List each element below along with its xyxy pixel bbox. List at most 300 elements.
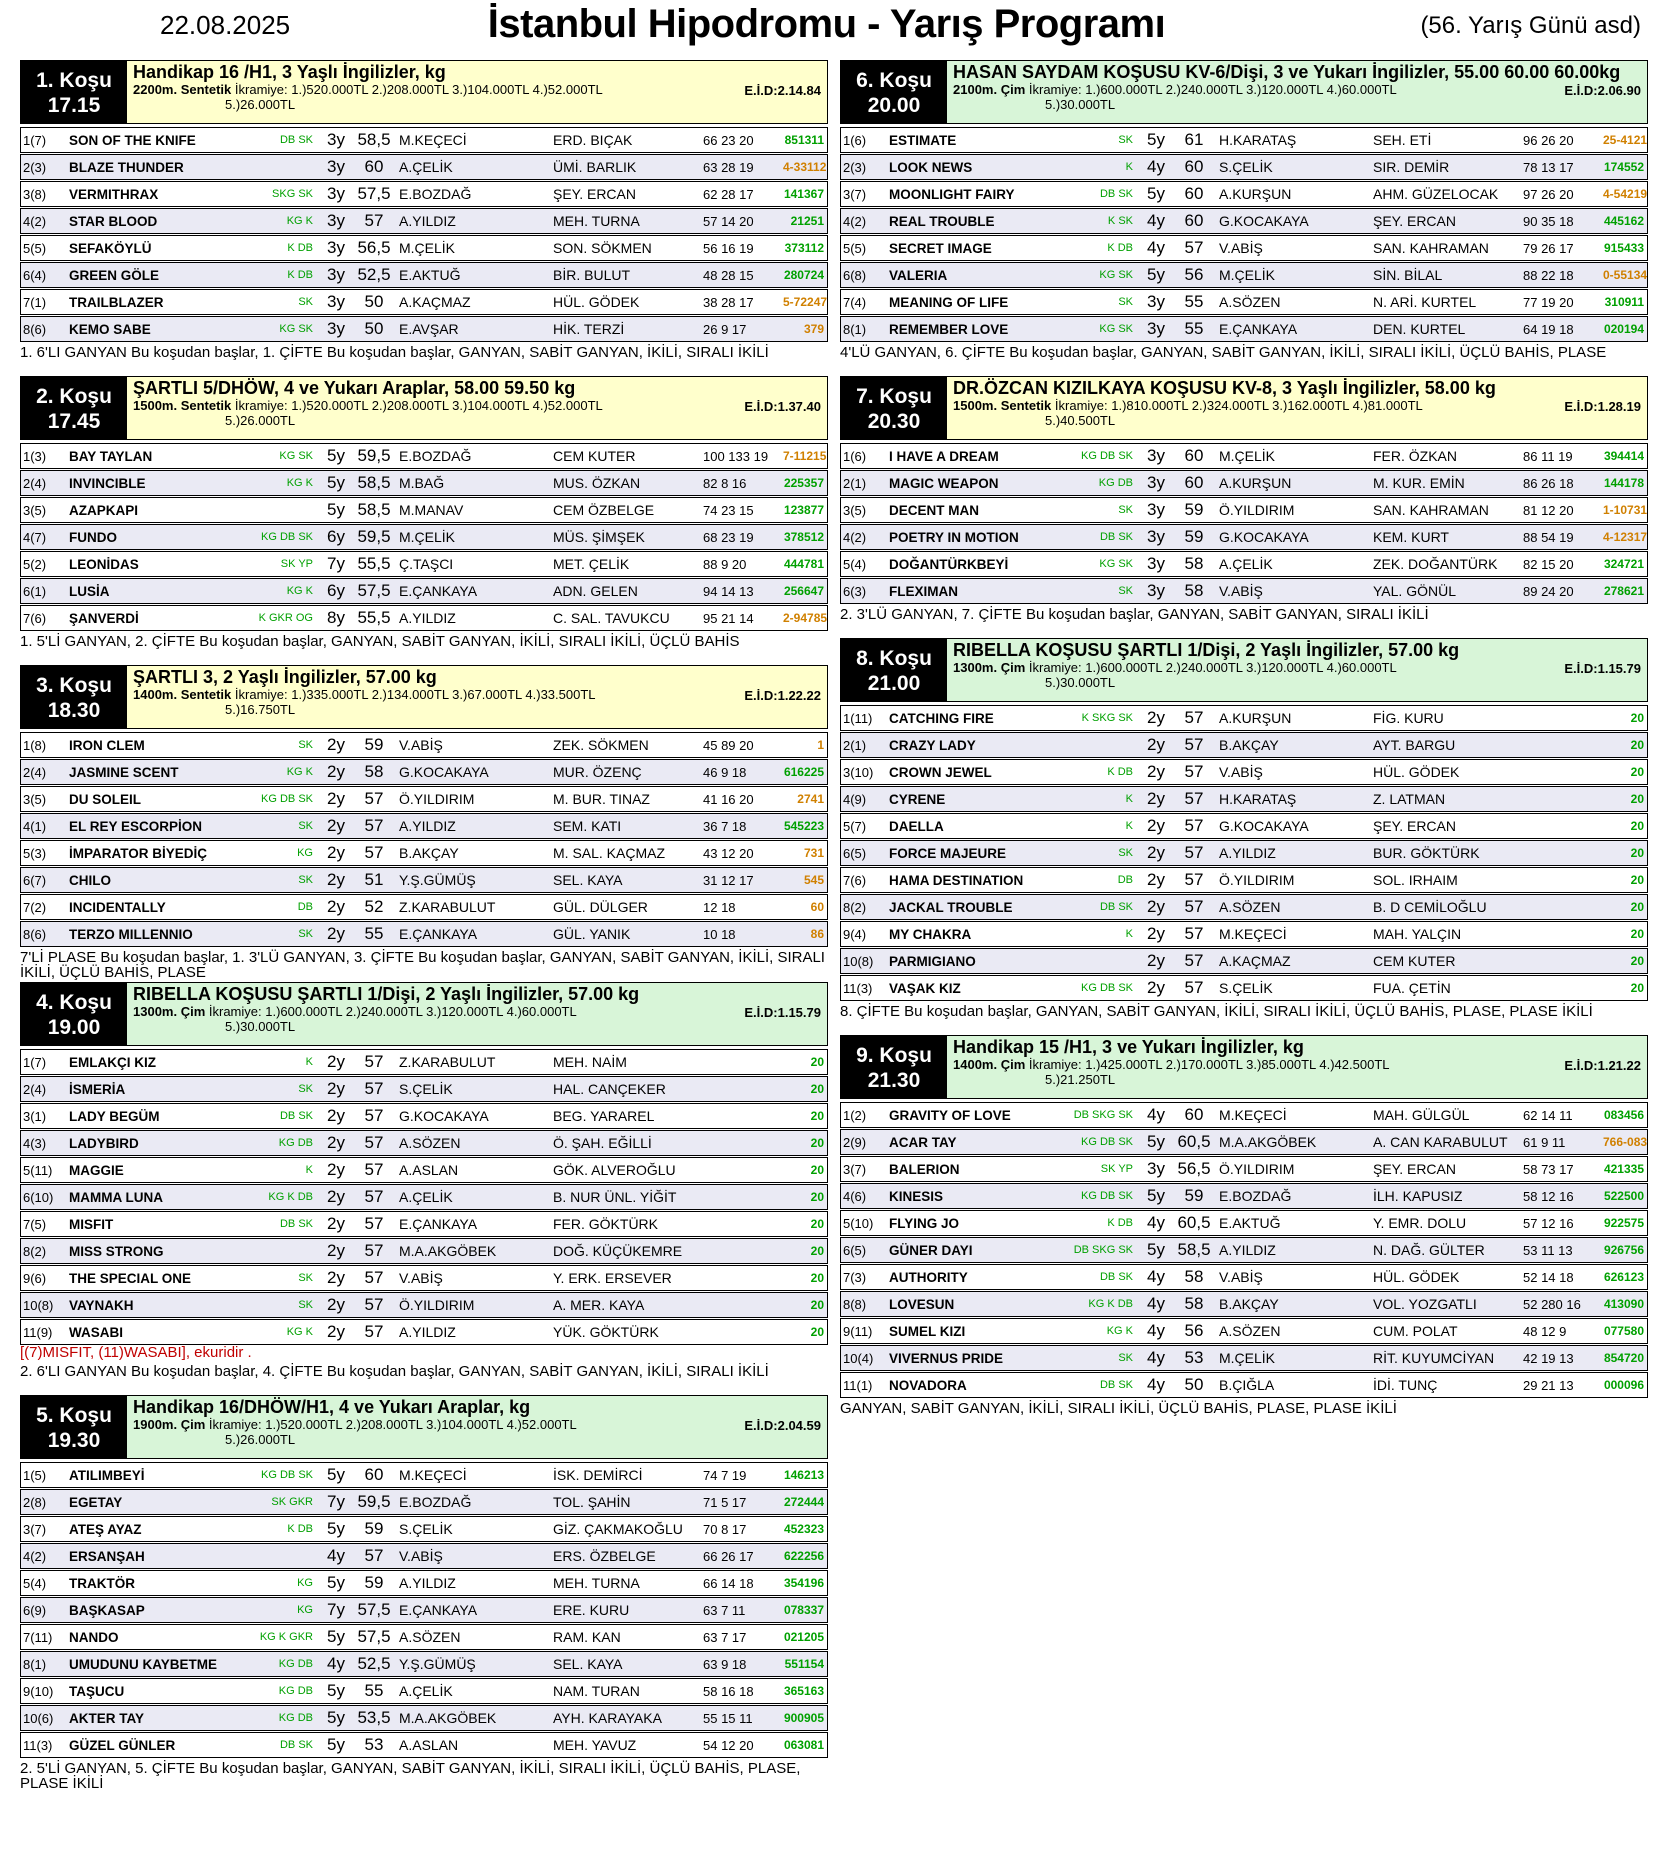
horse-name[interactable]: CHILO: [69, 872, 111, 888]
horse-age: 2y: [1147, 708, 1165, 727]
runner-number: 4(6): [843, 1188, 867, 1204]
table-row[interactable]: [840, 1183, 1648, 1209]
table-row[interactable]: [20, 154, 828, 180]
last-form: 922575: [1603, 1216, 1644, 1230]
horse-age: 5y: [1147, 265, 1165, 284]
table-row[interactable]: [20, 1705, 828, 1731]
stats: 57 12 16: [1523, 1215, 1574, 1231]
last-form: 25-4121: [1603, 133, 1648, 147]
horse-name[interactable]: MEANING OF LIFE: [889, 294, 1009, 310]
table-row[interactable]: [840, 813, 1648, 839]
horse-age: 2y: [327, 1133, 345, 1152]
table-row[interactable]: [20, 1184, 828, 1210]
horse-name[interactable]: UMUDUNU KAYBETME: [69, 1656, 218, 1672]
table-row[interactable]: [840, 840, 1648, 866]
weight: 55: [1184, 319, 1204, 338]
race-day-label: (56. Yarış Günü asd): [1420, 12, 1641, 39]
jockey: S.ÇELİK: [1219, 980, 1273, 996]
owner: SEL. KAYA: [553, 1656, 623, 1672]
horse-name[interactable]: VAYNAKH: [69, 1297, 134, 1313]
table-row[interactable]: [840, 1291, 1648, 1317]
horse-name[interactable]: İSMERİA: [69, 1081, 126, 1097]
horse-age: 2y: [1147, 951, 1165, 970]
stats: 82 8 16: [703, 475, 747, 491]
last-form: 272444: [783, 1495, 824, 1509]
table-row[interactable]: [20, 443, 828, 469]
race-block: [20, 665, 828, 982]
horse-name[interactable]: SON OF THE KNIFE: [69, 132, 196, 148]
last-form: 4-33112: [783, 160, 827, 174]
table-row[interactable]: [20, 1543, 828, 1569]
table-row[interactable]: [20, 1624, 828, 1650]
horse-age: 5y: [327, 1519, 345, 1538]
race-badge: [841, 639, 947, 701]
table-row[interactable]: [20, 813, 828, 839]
owner: ŞEY. ERCAN: [1373, 1161, 1456, 1177]
weight: 57: [364, 1268, 384, 1287]
horse-name[interactable]: FLEXIMAN: [889, 583, 958, 599]
race-distance: 1500m. Sentetik: [133, 398, 232, 413]
table-row[interactable]: [20, 1292, 828, 1318]
table-row[interactable]: [20, 1157, 828, 1183]
horse-name[interactable]: SEFAKÖYLÜ: [69, 240, 152, 256]
table-row[interactable]: [840, 262, 1648, 288]
owner: MÜS. ŞİMŞEK: [553, 529, 645, 545]
race-time: 21.00: [867, 672, 921, 695]
horse-name[interactable]: INCIDENTALLY: [69, 899, 166, 915]
table-row[interactable]: [20, 894, 828, 920]
equipment: KG DB SK: [1081, 1136, 1133, 1148]
runner-table: [20, 732, 828, 947]
equipment: SKG SK: [272, 188, 313, 200]
equipment: KG K: [1106, 1325, 1133, 1337]
horse-name[interactable]: ATEŞ AYAZ: [69, 1521, 142, 1537]
horse-name[interactable]: CRAZY LADY: [889, 737, 976, 753]
table-row[interactable]: [840, 759, 1648, 785]
jockey: E.AKTUĞ: [1219, 1215, 1281, 1231]
equipment: SK YP: [280, 558, 313, 570]
table-row[interactable]: [20, 316, 828, 342]
table-row[interactable]: [20, 181, 828, 207]
last-form: 077580: [1603, 1324, 1644, 1338]
table-row[interactable]: [840, 948, 1648, 974]
table-row[interactable]: [840, 732, 1648, 758]
table-row[interactable]: [20, 1076, 828, 1102]
table-row[interactable]: [20, 235, 828, 261]
horse-name[interactable]: GÜZEL GÜNLER: [69, 1737, 176, 1753]
horse-name[interactable]: GÜNER DAYI: [889, 1242, 973, 1258]
table-row[interactable]: [840, 316, 1648, 342]
horse-name[interactable]: LEONİDAS: [69, 556, 139, 572]
table-row[interactable]: [840, 443, 1648, 469]
owner: KEM. KURT: [1373, 529, 1449, 545]
horse-name[interactable]: REAL TROUBLE: [889, 213, 995, 229]
table-row[interactable]: [20, 1319, 828, 1345]
last-form: 616225: [783, 765, 824, 779]
horse-name[interactable]: WASABI: [69, 1324, 123, 1340]
horse-name[interactable]: ATILIMBEYİ: [69, 1467, 145, 1483]
runner-number: 9(6): [23, 1270, 47, 1286]
table-row[interactable]: [20, 1130, 828, 1156]
table-row[interactable]: [840, 1345, 1648, 1371]
table-row[interactable]: [840, 1156, 1648, 1182]
horse-name[interactable]: VALERIA: [889, 267, 948, 283]
owner: ÜMİ. BARLIK: [553, 159, 637, 175]
last-form: 900905: [783, 1711, 824, 1725]
table-row[interactable]: [20, 1516, 828, 1542]
horse-name[interactable]: AZAPKAPI: [69, 502, 139, 518]
horse-name[interactable]: KINESIS: [889, 1188, 944, 1204]
table-row[interactable]: [840, 1102, 1648, 1128]
horse-name[interactable]: ESTIMATE: [889, 132, 957, 148]
runner-number: 5(5): [843, 240, 867, 256]
race-header: [20, 665, 828, 729]
owner: FER. ÖZKAN: [1373, 448, 1458, 464]
table-row[interactable]: [20, 497, 828, 523]
stats: 71 5 17: [703, 1494, 747, 1510]
last-form: 354196: [783, 1576, 824, 1590]
race-name: Handikap 16 /H1, 3 Yaşlı İngilizler, kg: [133, 62, 446, 82]
table-row[interactable]: [20, 605, 828, 631]
table-row[interactable]: [840, 786, 1648, 812]
race-block: [20, 982, 828, 1395]
equipment: SK: [1118, 847, 1133, 859]
table-row[interactable]: [840, 235, 1648, 261]
horse-name[interactable]: CATCHING FIRE: [889, 710, 994, 726]
horse-name[interactable]: LUSİA: [69, 583, 110, 599]
horse-name[interactable]: MAGGIE: [69, 1162, 124, 1178]
race-distance: 1400m. Çim: [953, 1057, 1026, 1072]
owner: AHM. GÜZELOCAK: [1373, 186, 1499, 202]
table-row[interactable]: [20, 127, 828, 153]
race-block: [20, 1395, 828, 1793]
stats: 63 9 18: [703, 1656, 747, 1672]
race-prize-5: 5.)40.500TL: [1045, 413, 1116, 428]
horse-name[interactable]: BAY TAYLAN: [69, 448, 153, 464]
table-row[interactable]: [20, 1049, 828, 1075]
horse-name[interactable]: POETRY IN MOTION: [889, 529, 1019, 545]
stats: 96 26 20: [1523, 132, 1574, 148]
table-row[interactable]: [20, 208, 828, 234]
equipment: KG K: [286, 1326, 313, 1338]
horse-name[interactable]: EMLAKÇI KIZ: [69, 1054, 156, 1070]
jockey: A.KURŞUN: [1219, 475, 1292, 491]
owner: HÜL. GÖDEK: [553, 294, 640, 310]
horse-name[interactable]: AKTER TAY: [69, 1710, 145, 1726]
jockey: Ç.TAŞCI: [399, 556, 454, 572]
runner-number: 9(11): [843, 1323, 873, 1339]
table-row[interactable]: [20, 289, 828, 315]
jockey: E.AVŞAR: [399, 321, 459, 337]
last-form: 452323: [783, 1522, 824, 1536]
horse-name[interactable]: MISS STRONG: [69, 1243, 164, 1259]
equipment: K: [1125, 793, 1133, 805]
stats: 66 14 18: [703, 1575, 754, 1591]
jockey: M.KEÇECİ: [399, 132, 467, 148]
runner-number: 1(2): [843, 1107, 867, 1123]
table-row[interactable]: [840, 1318, 1648, 1344]
horse-name[interactable]: KEMO SABE: [69, 321, 151, 337]
jockey: B.ÇIĞLA: [1219, 1377, 1275, 1393]
horse-name[interactable]: CROWN JEWEL: [889, 764, 992, 780]
weight: 58,5: [357, 130, 391, 149]
horse-age: 3y: [327, 211, 345, 230]
horse-age: 2y: [327, 1322, 345, 1341]
table-row[interactable]: [840, 1210, 1648, 1236]
runner-number: 7(1): [23, 294, 47, 310]
table-row[interactable]: [840, 289, 1648, 315]
race-record: E.İ.D:2.04.59: [744, 1418, 821, 1433]
table-row[interactable]: [20, 524, 828, 550]
horse-name[interactable]: FLYING JO: [889, 1215, 960, 1231]
table-row[interactable]: [840, 578, 1648, 604]
weight: 60: [1184, 446, 1204, 465]
stats: 45 89 20: [703, 737, 754, 753]
horse-name[interactable]: İMPARATOR BİYEDİÇ: [69, 845, 208, 861]
table-row[interactable]: [840, 1237, 1648, 1263]
table-row[interactable]: [840, 127, 1648, 153]
horse-name[interactable]: JACKAL TROUBLE: [889, 899, 1013, 915]
table-row[interactable]: [20, 1265, 828, 1291]
table-row[interactable]: [20, 1732, 828, 1758]
horse-name[interactable]: BAŞKASAP: [69, 1602, 145, 1618]
horse-name[interactable]: ERSANŞAH: [69, 1548, 145, 1564]
horse-name[interactable]: GREEN GÖLE: [69, 267, 160, 283]
race-badge: [841, 1036, 947, 1098]
horse-name[interactable]: DAELLA: [889, 818, 944, 834]
jockey: G.KOCAKAYA: [1219, 529, 1309, 545]
horse-name[interactable]: MY CHAKRA: [889, 926, 972, 942]
horse-name[interactable]: LOVESUN: [889, 1296, 955, 1312]
table-row[interactable]: [20, 1462, 828, 1488]
race-prize: İkramiye: 1.)810.000TL 2.)324.000TL 3.)162.000TL 4.)81.000TL: [1054, 398, 1423, 413]
horse-name[interactable]: THE SPECIAL ONE: [69, 1270, 192, 1286]
owner: ZEK. DOĞANTÜRK: [1373, 556, 1498, 572]
horse-name[interactable]: TERZO MILLENNIO: [69, 926, 193, 942]
horse-name[interactable]: HAMA DESTINATION: [889, 872, 1024, 888]
jockey: M.A.AKGÖBEK: [1219, 1134, 1317, 1150]
horse-name[interactable]: MAGIC WEAPON: [889, 475, 999, 491]
table-row[interactable]: [20, 1211, 828, 1237]
table-row[interactable]: [20, 921, 828, 947]
horse-age: 2y: [327, 789, 345, 808]
race-name: ŞARTLI 3, 2 Yaşlı İngilizler, 57.00 kg: [133, 667, 437, 687]
equipment: K DB: [1107, 766, 1133, 778]
horse-name[interactable]: LADY BEGÜM: [69, 1108, 160, 1124]
horse-name[interactable]: BLAZE THUNDER: [69, 159, 184, 175]
horse-name[interactable]: IRON CLEM: [69, 737, 145, 753]
equipment: DB SKG SK: [1073, 1109, 1133, 1121]
last-form: 20: [1630, 792, 1644, 806]
table-row[interactable]: [20, 786, 828, 812]
jockey: A.YILDIZ: [1219, 845, 1276, 861]
equipment: K DB: [287, 242, 313, 254]
horse-name[interactable]: NOVADORA: [889, 1377, 967, 1393]
horse-name[interactable]: FUNDO: [69, 529, 117, 545]
runner-number: 1(11): [843, 710, 873, 726]
horse-name[interactable]: STAR BLOOD: [69, 213, 158, 229]
horse-name[interactable]: AUTHORITY: [889, 1269, 968, 1285]
table-row[interactable]: [20, 262, 828, 288]
table-row[interactable]: [840, 497, 1648, 523]
horse-name[interactable]: CYRENE: [889, 791, 946, 807]
horse-name[interactable]: SUMEL KIZI: [889, 1323, 966, 1339]
last-form: 551154: [784, 1657, 824, 1671]
horse-name[interactable]: SECRET IMAGE: [889, 240, 992, 256]
stats: 74 7 19: [703, 1467, 747, 1483]
horse-name[interactable]: MISFIT: [69, 1216, 114, 1232]
runner-number: 4(2): [23, 1548, 47, 1564]
weight: 57: [364, 1241, 384, 1260]
horse-name[interactable]: INVINCIBLE: [69, 475, 146, 491]
table-row[interactable]: [840, 1264, 1648, 1290]
weight: 59: [1184, 527, 1204, 546]
weight: 50: [364, 292, 384, 311]
stats: 81 12 20: [1523, 502, 1574, 518]
horse-name[interactable]: ACAR TAY: [889, 1134, 957, 1150]
owner: M. KUR. EMİN: [1373, 475, 1465, 491]
horse-name[interactable]: VIVERNUS PRIDE: [889, 1350, 1004, 1366]
table-row[interactable]: [20, 1489, 828, 1515]
last-form: 20: [1630, 927, 1644, 941]
race-distance: 2100m. Çim: [953, 82, 1026, 97]
equipment: KG DB SK: [261, 531, 313, 543]
table-row[interactable]: [20, 867, 828, 893]
race-details: [953, 1057, 1641, 1072]
owner: SEH. ETİ: [1373, 132, 1432, 148]
horse-age: 5y: [1147, 1132, 1165, 1151]
equipment: KG K GKR: [259, 1631, 313, 1643]
horse-age: 4y: [1147, 238, 1165, 257]
owner: Ö. ŞAH. EĞİLLİ: [553, 1135, 652, 1151]
horse-name[interactable]: TAŞUCU: [69, 1683, 125, 1699]
table-row[interactable]: [20, 840, 828, 866]
table-row[interactable]: [840, 705, 1648, 731]
horse-name[interactable]: JASMINE SCENT: [69, 764, 179, 780]
table-row[interactable]: [840, 921, 1648, 947]
jockey: E.ÇANKAYA: [399, 1602, 478, 1618]
horse-name[interactable]: FORCE MAJEURE: [889, 845, 1007, 861]
horse-name[interactable]: NANDO: [69, 1629, 119, 1645]
horse-name[interactable]: EL REY ESCORPİON: [69, 818, 203, 834]
runner-number: 1(6): [843, 132, 867, 148]
owner: FER. GÖKTÜRK: [553, 1216, 659, 1232]
horse-name[interactable]: VERMITHRAX: [69, 186, 159, 202]
weight: 52: [364, 897, 384, 916]
runner-number: 1(8): [23, 737, 47, 753]
jockey: Z.KARABULUT: [399, 1054, 496, 1070]
horse-name[interactable]: DECENT MAN: [889, 502, 979, 518]
jockey: S.ÇELİK: [1219, 159, 1273, 175]
horse-name[interactable]: LOOK NEWS: [889, 159, 973, 175]
table-row[interactable]: [840, 181, 1648, 207]
horse-name[interactable]: GRAVITY OF LOVE: [889, 1107, 1011, 1123]
table-row[interactable]: [840, 208, 1648, 234]
horse-name[interactable]: TRAKTÖR: [69, 1575, 135, 1591]
table-row[interactable]: [840, 524, 1648, 550]
horse-name[interactable]: PARMIGIANO: [889, 953, 976, 969]
table-row[interactable]: [20, 551, 828, 577]
table-row[interactable]: [840, 470, 1648, 496]
jockey: V.ABİŞ: [1219, 240, 1263, 256]
race-prize: İkramiye: 1.)600.000TL 2.)240.000TL 3.)120.000TL 4.)60.000TL: [1028, 660, 1397, 675]
horse-age: 6y: [327, 581, 345, 600]
table-row[interactable]: [20, 1678, 828, 1704]
owner: GÜL. YANIK: [553, 926, 631, 942]
horse-name[interactable]: MAMMA LUNA: [69, 1189, 163, 1205]
program-date: 22.08.2025: [160, 10, 291, 40]
weight: 53: [1184, 1348, 1204, 1367]
table-row[interactable]: [20, 578, 828, 604]
table-row[interactable]: [840, 867, 1648, 893]
weight: 57: [364, 1295, 384, 1314]
horse-age: 2y: [1147, 843, 1165, 862]
table-row[interactable]: [840, 975, 1648, 1001]
horse-name[interactable]: DU SOLEIL: [69, 791, 142, 807]
horse-name[interactable]: VAŞAK KIZ: [889, 980, 961, 996]
owner: ŞEY. ERCAN: [1373, 213, 1456, 229]
stats: 66 26 17: [703, 1548, 754, 1564]
last-form: 20: [1630, 819, 1644, 833]
table-row[interactable]: [20, 1103, 828, 1129]
stats: 64 19 18: [1523, 321, 1574, 337]
page-title: İstanbul Hipodromu - Yarış Programı: [487, 2, 1166, 46]
equipment: KG: [297, 847, 313, 859]
horse-age: 4y: [1147, 157, 1165, 176]
table-row[interactable]: [840, 894, 1648, 920]
horse-age: 5y: [327, 1708, 345, 1727]
table-row[interactable]: [840, 154, 1648, 180]
table-row[interactable]: [20, 732, 828, 758]
race-name: HASAN SAYDAM KOŞUSU KV-6/Dişi, 3 ve Yukarı İngilizler, 55.00 60.00 60.00kg: [953, 62, 1621, 82]
stats: 52 280 16: [1523, 1296, 1581, 1312]
horse-name[interactable]: BALERION: [889, 1161, 960, 1177]
stats: 97 26 20: [1523, 186, 1574, 202]
horse-name[interactable]: LADYBIRD: [69, 1135, 139, 1151]
table-row[interactable]: [840, 1129, 1648, 1155]
stats: 88 22 18: [1523, 267, 1574, 283]
horse-name[interactable]: I HAVE A DREAM: [889, 448, 999, 464]
table-row[interactable]: [20, 1570, 828, 1596]
horse-name[interactable]: REMEMBER LOVE: [889, 321, 1009, 337]
equipment: KG DB SK: [261, 1469, 313, 1481]
equipment: DB SK: [279, 1218, 313, 1230]
horse-name[interactable]: TRAILBLAZER: [69, 294, 164, 310]
jockey: V.ABİŞ: [399, 737, 443, 753]
table-row[interactable]: [20, 470, 828, 496]
last-form: 063081: [783, 1738, 824, 1752]
owner: SEM. KATI: [553, 818, 622, 834]
horse-age: 2y: [327, 843, 345, 862]
runner-number: 4(3): [23, 1135, 47, 1151]
stats: 62 28 17: [703, 186, 754, 202]
horse-name[interactable]: ŞANVERDİ: [69, 610, 139, 626]
horse-name[interactable]: DOĞANTÜRKBEYİ: [889, 556, 1009, 572]
horse-name[interactable]: MOONLIGHT FAIRY: [889, 186, 1015, 202]
table-row[interactable]: [20, 759, 828, 785]
last-form: 4-12317: [1603, 530, 1648, 544]
table-row[interactable]: [20, 1597, 828, 1623]
table-row[interactable]: [840, 1372, 1648, 1398]
equipment: K SKG SK: [1081, 712, 1133, 724]
race-badge: [21, 61, 127, 123]
stats: 36 7 18: [703, 818, 747, 834]
horse-name[interactable]: EGETAY: [69, 1494, 123, 1510]
table-row[interactable]: [20, 1238, 828, 1264]
table-row[interactable]: [840, 551, 1648, 577]
weight: 57: [1184, 897, 1204, 916]
table-row[interactable]: [20, 1651, 828, 1677]
